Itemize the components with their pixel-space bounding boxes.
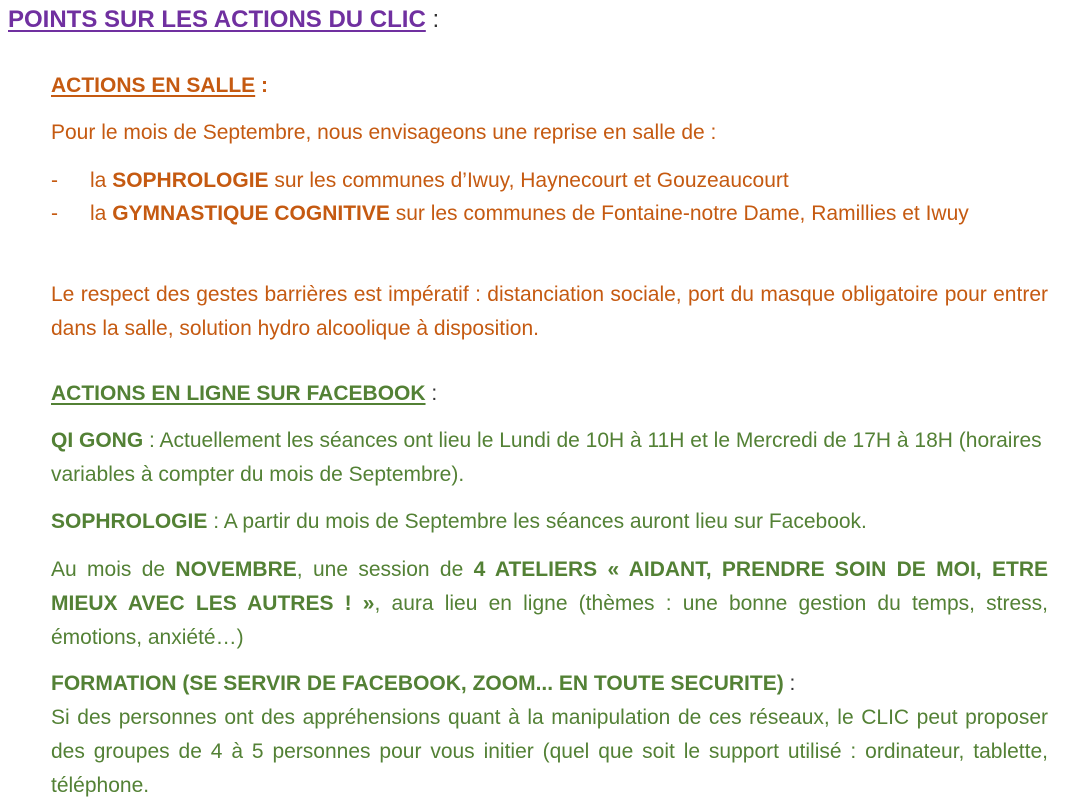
sophrologie-label: SOPHROLOGIE — [51, 510, 208, 533]
page-title-colon: : — [425, 6, 440, 33]
page-title — [8, 3, 439, 38]
bullet-dash: - — [51, 169, 58, 192]
salle-intro: Pour le mois de Septembre, nous envisageons une reprise en salle de : — [51, 121, 717, 144]
bullet-text-pre: la — [90, 202, 113, 225]
section-heading-ligne-colon: : — [425, 382, 438, 405]
qigong-text: : Actuellement les séances ont lieu le Lundi de 10H à 11H et le Mercredi de 17H à 18H (horaires variables à compter du mois de Septembre). — [51, 429, 1042, 486]
novembre-text-1: Au mois de — [51, 558, 176, 581]
novembre-text-2: , une session de — [296, 558, 474, 581]
bullet-text-post: sur les communes d’Iwuy, Haynecourt et Gouzeaucourt — [268, 169, 789, 192]
respect-paragraph: Le respect des gestes barrières est impératif : distanciation sociale, port du masque obligatoire pour entrer dans la salle, solution hydro alcoolique à disposition. — [51, 283, 1048, 340]
bullet-dash: - — [51, 202, 58, 225]
section-heading-salle — [51, 69, 268, 103]
section-heading-salle-text: ACTIONS EN SALLE — [51, 74, 256, 97]
novembre-text-3: , aura lieu en ligne (thèmes : une bonne gestion du temps, stress, émotions, anxiété…) — [51, 592, 1049, 649]
bullet-text-pre: la — [90, 169, 113, 192]
section-heading-salle-colon: : — [255, 74, 269, 97]
formation-heading — [51, 667, 795, 701]
section-heading-ligne — [51, 377, 437, 411]
novembre-month: NOVEMBRE — [175, 558, 297, 581]
bullet-item-sophrologie — [51, 164, 1048, 198]
bullet-text-bold: GYMNASTIQUE COGNITIVE — [112, 202, 390, 225]
bullet-text-bold: SOPHROLOGIE — [112, 169, 269, 192]
formation-paragraph: Si des personnes ont des appréhensions quant à la manipulation de ces réseaux, le CLIC peut proposer des groupes de 4 à 5 personnes pour vous initier (quel que soit le support utilisé : ordinateur, tablette, téléphone. — [51, 706, 1048, 797]
sophrologie-text: : A partir du mois de Septembre les séances auront lieu sur Facebook. — [207, 510, 867, 533]
formation-heading-colon: : — [783, 672, 796, 695]
bullet-item-gymnastique — [51, 197, 1048, 231]
novembre-paragraph — [51, 553, 1048, 655]
bullet-text-post: sur les communes de Fontaine-notre Dame, Ramillies et Iwuy — [389, 202, 969, 225]
ateliers-title: 4 ATELIERS « AIDANT, PRENDRE SOIN DE MOI, ETRE MIEUX AVEC LES AUTRES ! » — [51, 558, 1048, 615]
qigong-label: QI GONG — [51, 429, 144, 452]
section-heading-ligne-text: ACTIONS EN LIGNE SUR FACEBOOK — [51, 382, 426, 405]
page-title-text: POINTS SUR LES ACTIONS DU CLIC — [8, 6, 426, 33]
formation-heading-text: FORMATION (SE SERVIR DE FACEBOOK, ZOOM... EN TOUTE SECURITE) — [51, 672, 784, 695]
sophrologie-paragraph — [51, 505, 1048, 539]
qigong-paragraph — [51, 424, 1048, 492]
